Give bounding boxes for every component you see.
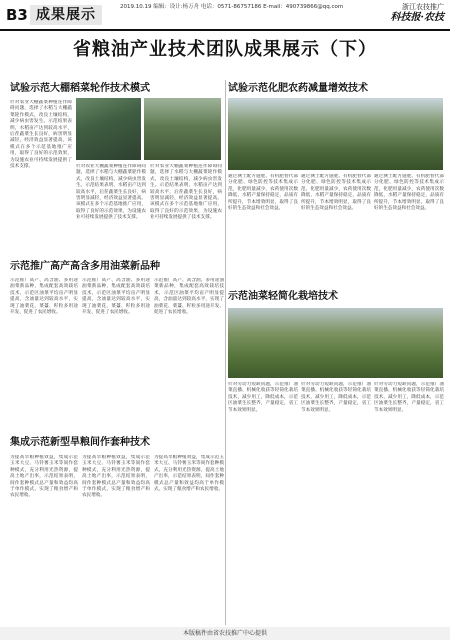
page-number: B3 [6, 6, 28, 24]
article-2-body-col3: 通过测土配方施肥、有机肥替代部分化肥、绿色防控等技术集成示范，化肥用量减少，农药使用次数降低，水稻产量保持稳定，品质有所提升，节本增效明显，取得了良好的生态效益和社会效益。 [374, 174, 444, 212]
article-4-body-col2: 针对劳动力短缺问题，示范推广油菜直播、机械化收获等轻简化栽培技术，减少用工，降低成本，示范区油菜生长整齐，产量稳定，省工节本效果明显。 [301, 382, 371, 413]
article-5-title: 集成示范新型旱粮间作套种技术 [10, 437, 150, 448]
article-5-body-col2: 为提高旱粮种植效益，集成示范玉米大豆、马铃薯玉米等间作套种模式，充分利用光热资源，提高土地产出率，示范结果表明，间作套种模式总产量和效益均高于单作模式，实现了粮食增产和农民增收。 [82, 455, 150, 499]
article-3-body-col1: 示范推广高产、高含油、多用途油菜新品种，集成配套高效栽培技术，示范区油菜平均亩产明显提高，含油量达到较高水平，实现了油菜花、菜薹、籽粒多用途开发，促进了农民增收。 [10, 278, 78, 316]
header-meta: 2019.10.19 编辑：设计:杨万舟 电话：0571-86757186 E-mail：490739866@qq.com [120, 4, 344, 10]
page-footer: 本版稿件由省农技推广中心提供 [0, 627, 450, 640]
article-3-body-col3: 示范推广高产、高含油、多用途油菜新品种，集成配套高效栽培技术，示范区油菜平均亩产明显提高，含油量达到较高水平，实现了油菜花、菜薹、籽粒多用途开发，促进了农民增收。 [154, 278, 224, 316]
publication-brand: 科技报·农技 [390, 12, 444, 23]
article-4-title: 示范油菜轻简化栽培技术 [228, 291, 338, 302]
article-2-body-col1: 通过测土配方施肥、有机肥替代部分化肥、绿色防控等技术集成示范，化肥用量减少，农药使用次数降低，水稻产量保持稳定，品质有所提升，节本增效明显，取得了良好的生态效益和社会效益。 [228, 174, 298, 212]
column-divider [225, 80, 226, 625]
section-name: 成果展示 [30, 5, 102, 25]
article-1-body-col3: 针对农业大棚蔬菜种植连作障碍问题，选择了水稻与大棚蔬菜轮作模式，改良土壤结构，减少病虫害发生。示范结果表明，水稻亩产达到较高水平，后茬蔬菜生长良好，病害明显减轻，经济效益显著提高。该模式在多个示范基地推广应用，取得了良好的示范效果，为设施农业可持续发展提供了技术支撑。 [150, 164, 222, 221]
article-3-title: 示范推广高产高含多用油菜新品种 [10, 261, 160, 272]
article-3-body-col2: 示范推广高产、高含油、多用途油菜新品种，集成配套高效栽培技术，示范区油菜平均亩产明显提高，含油量达到较高水平，实现了油菜花、菜薹、籽粒多用途开发，促进了农民增收。 [82, 278, 150, 316]
article-5-body-col1: 为提高旱粮种植效益，集成示范玉米大豆、马铃薯玉米等间作套种模式，充分利用光热资源，提高土地产出率，示范结果表明，间作套种模式总产量和效益均高于单作模式，实现了粮食增产和农民增收。 [10, 455, 78, 499]
article-2-body-col2: 通过测土配方施肥、有机肥替代部分化肥、绿色防控等技术集成示范，化肥用量减少，农药使用次数降低，水稻产量保持稳定，品质有所提升，节本增效明显，取得了良好的生态效益和社会效益。 [301, 174, 371, 212]
header-rule [0, 29, 450, 31]
article-1-title: 试验示范大棚稻菜轮作技术模式 [10, 83, 150, 94]
publication-name: 浙江农技推广 [402, 3, 444, 11]
article-4-body-col1: 针对劳动力短缺问题，示范推广油菜直播、机械化收获等轻简化栽培技术，减少用工，降低成本，示范区油菜生长整齐，产量稳定，省工节本效果明显。 [228, 382, 298, 413]
article-5-body-col3: 为提高旱粮种植效益，集成示范玉米大豆、马铃薯玉米等间作套种模式，充分利用光热资源，提高土地产出率，示范结果表明，间作套种模式总产量和效益均高于单作模式，实现了粮食增产和农民增收。 [154, 455, 224, 493]
article-1-photo-2 [144, 98, 221, 160]
article-4-body-col3: 针对劳动力短缺问题，示范推广油菜直播、机械化收获等轻简化栽培技术，减少用工，降低成本，示范区油菜生长整齐，产量稳定，省工节本效果明显。 [374, 382, 444, 413]
page-headline: 省粮油产业技术团队成果展示（下） [73, 39, 377, 60]
article-1-photo-1 [76, 98, 141, 160]
article-1-body-col1: 针对农业大棚蔬菜种植连作障碍问题，选择了水稻与大棚蔬菜轮作模式，改良土壤结构，减少病虫害发生。示范结果表明，水稻亩产达到较高水平，后茬蔬菜生长良好，病害明显减轻，经济效益显著提高。该模式在多个示范基地推广应用，取得了良好的示范效果，为设施农业可持续发展提供了技术支撑。 [10, 100, 72, 170]
article-2-photo [228, 98, 443, 170]
article-1-body-col2: 针对农业大棚蔬菜种植连作障碍问题，选择了水稻与大棚蔬菜轮作模式，改良土壤结构，减少病虫害发生。示范结果表明，水稻亩产达到较高水平，后茬蔬菜生长良好，病害明显减轻，经济效益显著提高。该模式在多个示范基地推广应用，取得了良好的示范效果，为设施农业可持续发展提供了技术支撑。 [76, 164, 146, 221]
article-2-title: 试验示范化肥农药减量增效技术 [228, 83, 368, 94]
article-4-photo [228, 308, 443, 378]
